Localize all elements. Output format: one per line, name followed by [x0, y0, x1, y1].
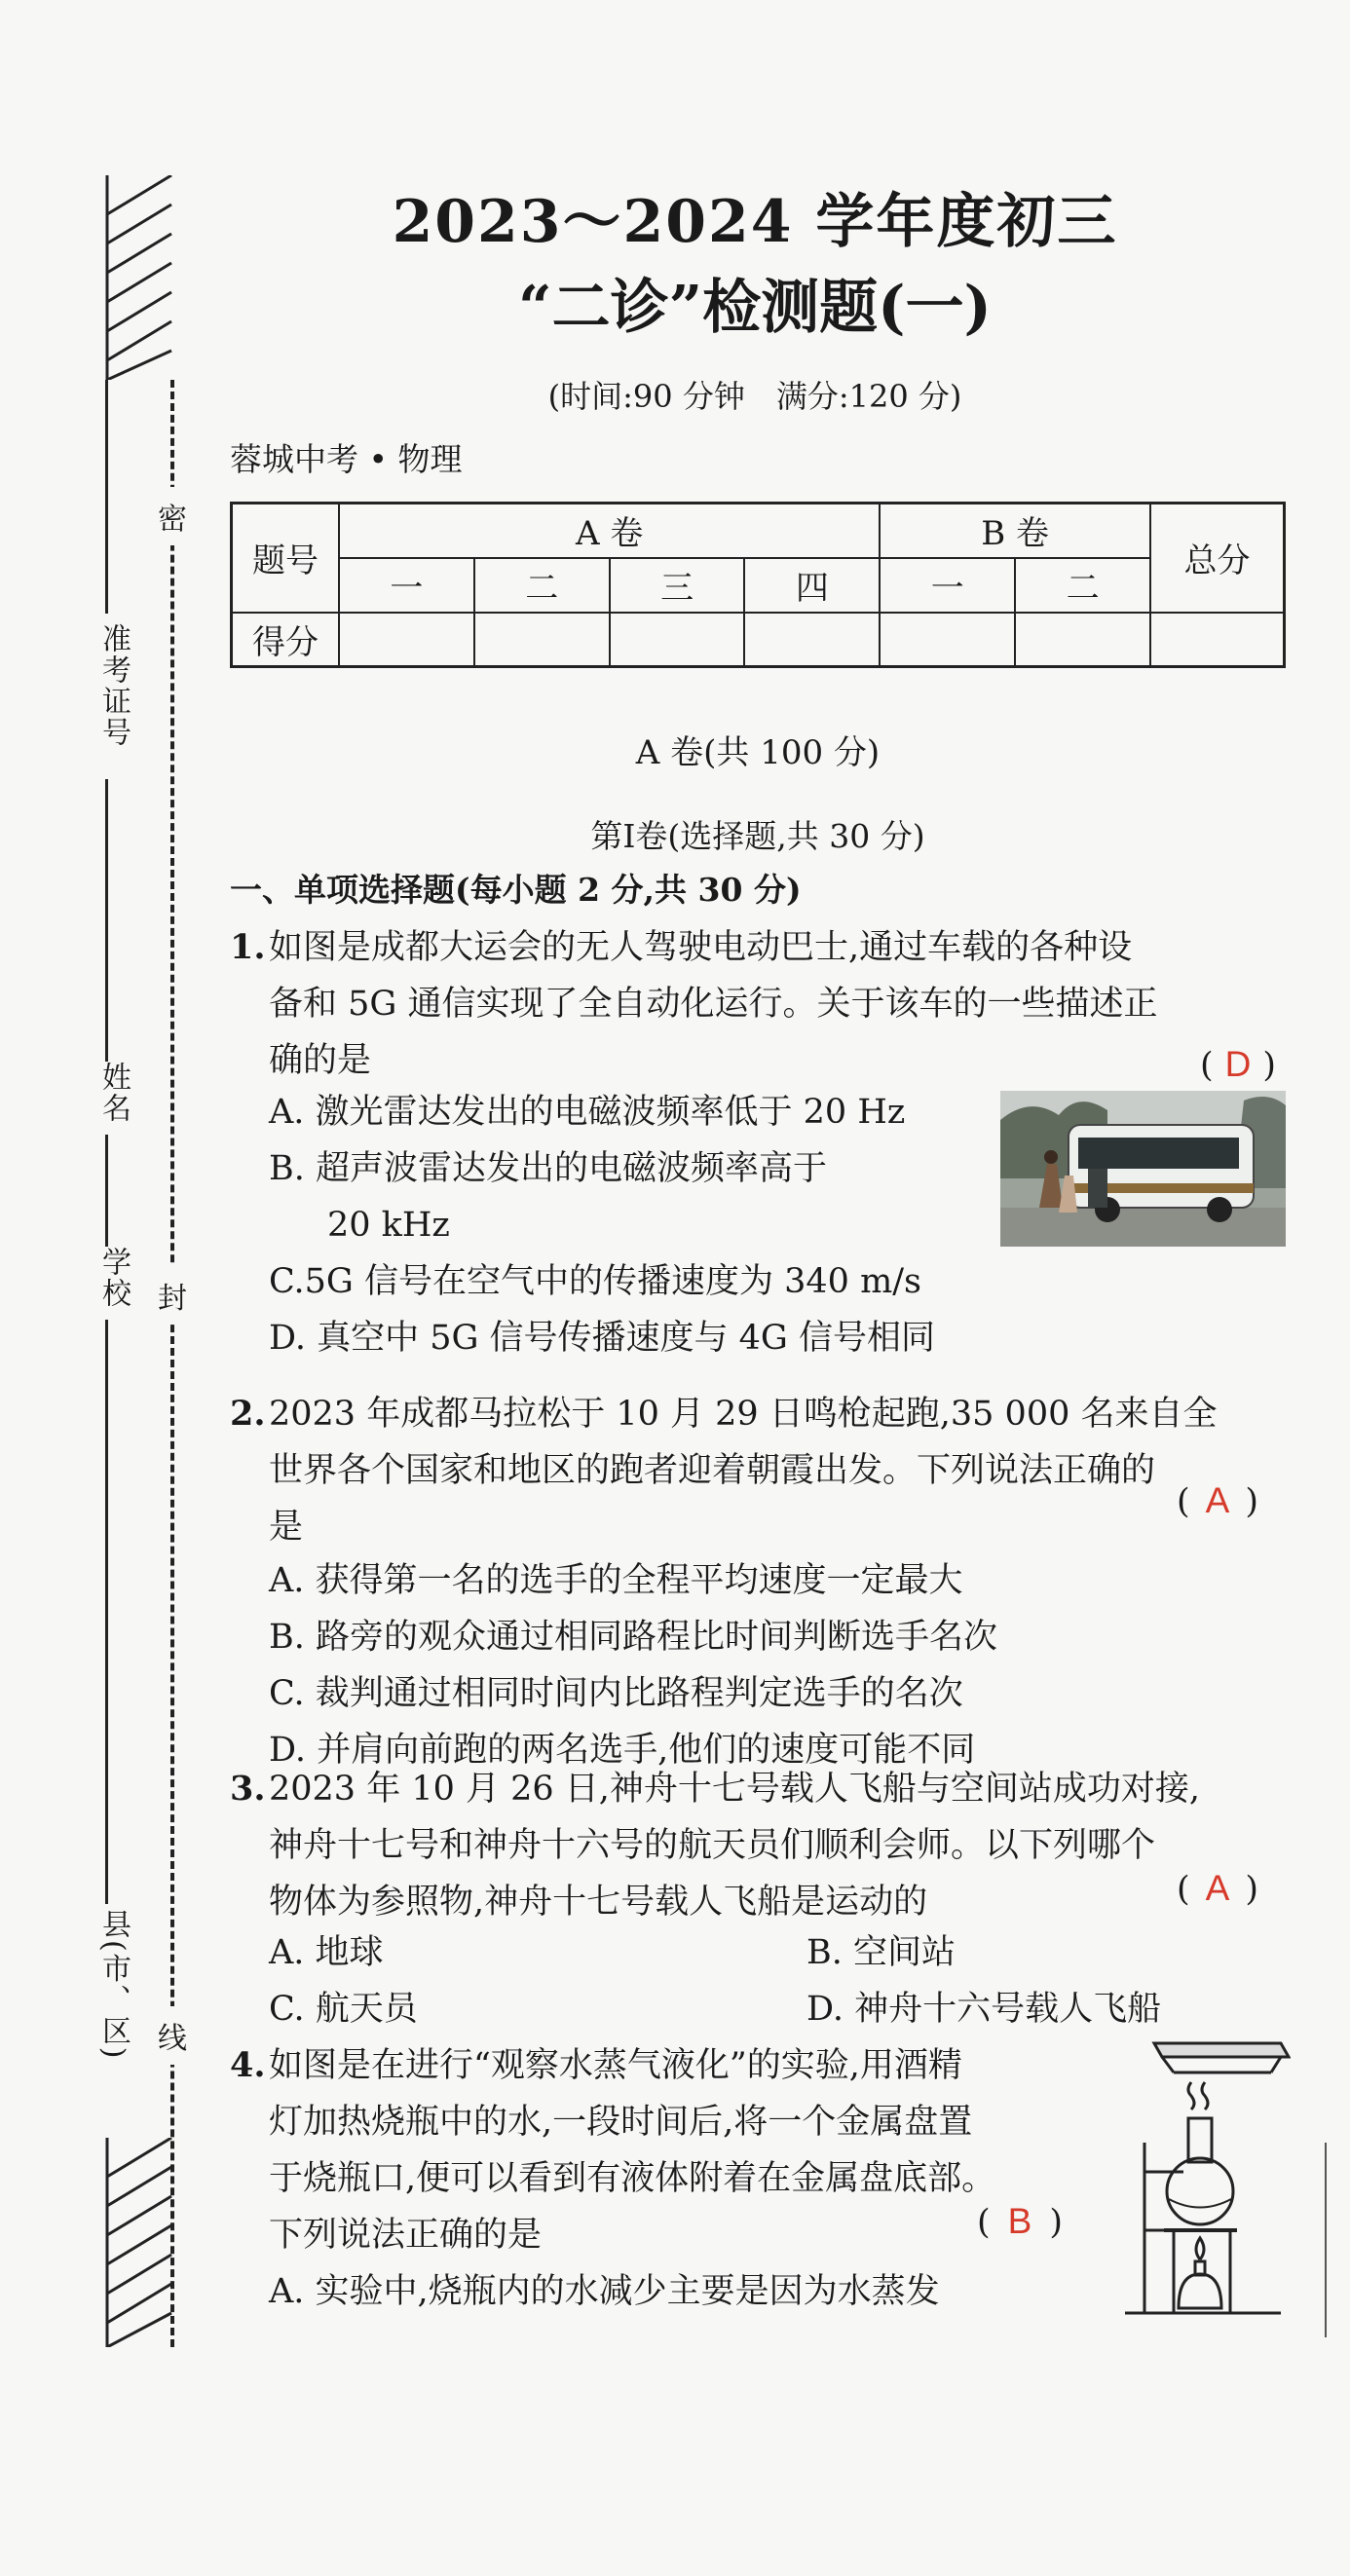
seal-char-xian: 线	[158, 2006, 187, 2065]
question-stem: 2023 年 10 月 26 日,神舟十七号载人飞船与空间站成功对接, 神舟十七号和神舟十六号的航天员们顺利会师。以下列哪个 物体为参照物,神舟十七号载人飞船是运动的	[269, 1770, 1201, 1922]
question-stem: 如图是在进行“观察水蒸气液化”的实验,用酒精 灯加热烧瓶中的水,一段时间后,将一个金属盘置 于烧瓶口,便可以看到有液体附着在金属盘底部。 下列说法正确的是	[269, 2046, 996, 2255]
answer-mark: B	[1007, 2201, 1032, 2241]
col-a-4: 四	[744, 558, 880, 613]
part-1-title: 第Ⅰ卷(选择题,共 30 分)	[590, 817, 925, 855]
col-b-2: 二	[1015, 558, 1150, 613]
option-d: D. 神舟十六号载人飞船	[806, 1990, 1162, 2029]
answer-mark: A	[1205, 1868, 1230, 1908]
options-q1	[269, 1084, 935, 1366]
school-line	[105, 1320, 108, 1904]
option-d: D. 真空中 5G 信号传播速度与 4G 信号相同	[269, 1319, 936, 1358]
option-a: A. 获得第一名的选手的全程平均速度一定最大	[269, 1561, 963, 1600]
question-number: 4.	[230, 2045, 266, 2085]
header-cell-section-a: A 卷	[339, 504, 880, 558]
score-cell[interactable]	[744, 613, 880, 667]
option-c: C. 航天员	[269, 1990, 418, 2029]
name-line	[105, 1135, 108, 1247]
question-number: 1.	[230, 927, 266, 967]
margin-hatching-top	[105, 175, 173, 380]
option-d: D. 并肩向前跑的两名选手,他们的速度可能不同	[269, 1731, 976, 1770]
exam-title-line1: 2023～2024 学年度初三	[392, 188, 1118, 256]
score-cell[interactable]	[1150, 613, 1285, 667]
answer-blank: ( A )	[1177, 1868, 1258, 1909]
col-a-2: 二	[474, 558, 610, 613]
option-b: B. 空间站	[806, 1933, 956, 1972]
option-a: A. 地球	[269, 1933, 384, 1972]
exam-time-info: (时间:90 分钟 满分:120 分)	[547, 378, 962, 415]
bus-photo	[1000, 1091, 1286, 1247]
answer-blank: ( D )	[1200, 1044, 1277, 1085]
question-1	[230, 919, 1292, 1089]
option-a: A. 激光雷达发出的电磁波频率低于 20 Hz	[269, 1093, 906, 1132]
option-c: C.5G 信号在空气中的传播速度为 340 m/s	[269, 1262, 922, 1301]
subject-label: 蓉城中考 • 物理	[230, 440, 463, 478]
answer-mark: D	[1224, 1044, 1252, 1084]
page-edge-line	[1325, 2143, 1327, 2337]
option-a: A. 实验中,烧瓶内的水减少主要是因为水蒸发	[269, 2272, 940, 2311]
name-label: 姓名	[96, 1062, 131, 1124]
part-heading: 一、单项选择题(每小题 2 分,共 30 分)	[230, 871, 802, 909]
score-table	[230, 502, 1286, 668]
answer-mark: A	[1205, 1480, 1230, 1520]
col-a-1: 一	[339, 558, 474, 613]
margin-hatching-bottom	[105, 2138, 173, 2347]
score-cell[interactable]	[1015, 613, 1150, 667]
seal-char-mi: 密	[158, 487, 187, 545]
exam-id-label: 准考证号	[96, 623, 131, 748]
header-cell-question-no: 题号	[232, 504, 340, 613]
header-cell-section-b: B 卷	[880, 504, 1150, 558]
exam-title-line2: “二诊”检测题(一)	[518, 274, 992, 342]
question-3	[230, 1761, 1292, 1930]
score-cell[interactable]	[474, 613, 610, 667]
county-label: 县(市、区)	[96, 1909, 131, 2061]
answer-blank: ( A )	[1177, 1480, 1258, 1521]
option-c: C. 裁判通过相同时间内比路程判定选手的名次	[269, 1674, 963, 1713]
question-number: 2.	[230, 1394, 266, 1434]
col-a-3: 三	[610, 558, 745, 613]
question-number: 3.	[230, 1769, 266, 1809]
question-2	[230, 1386, 1292, 1555]
seal-char-feng: 封	[158, 1266, 187, 1325]
option-b: B. 路旁的观众通过相同路程比时间判断选手名次	[269, 1618, 997, 1657]
distillation-apparatus-figure	[1115, 2035, 1291, 2328]
question-stem: 2023 年成都马拉松于 10 月 29 日鸣枪起跑,35 000 名来自全 世界各个国家和地区的跑者迎着朝霞出发。下列说法正确的 是	[269, 1395, 1218, 1547]
col-b-1: 一	[880, 558, 1015, 613]
answer-blank: ( B )	[977, 2201, 1063, 2242]
question-stem: 如图是成都大运会的无人驾驶电动巴士,通过车载的各种设 备和 5G 通信实现了全自动化运行。关于该车的一些描述正 确的是	[269, 928, 1158, 1080]
option-b: B. 超声波雷达发出的电磁波频率高于	[269, 1149, 827, 1188]
exam-id-blank	[105, 380, 108, 614]
score-cell[interactable]	[339, 613, 474, 667]
header-cell-total: 总分	[1150, 504, 1285, 613]
score-cell[interactable]	[610, 613, 745, 667]
exam-id-line	[105, 779, 108, 1062]
option-b-cont: 20 kHz	[327, 1206, 450, 1245]
section-a-title: A 卷(共 100 分)	[635, 733, 881, 772]
options-q2	[269, 1552, 997, 1778]
score-cell[interactable]	[880, 613, 1015, 667]
row-label-score: 得分	[232, 613, 340, 667]
school-label: 学校	[96, 1247, 131, 1309]
